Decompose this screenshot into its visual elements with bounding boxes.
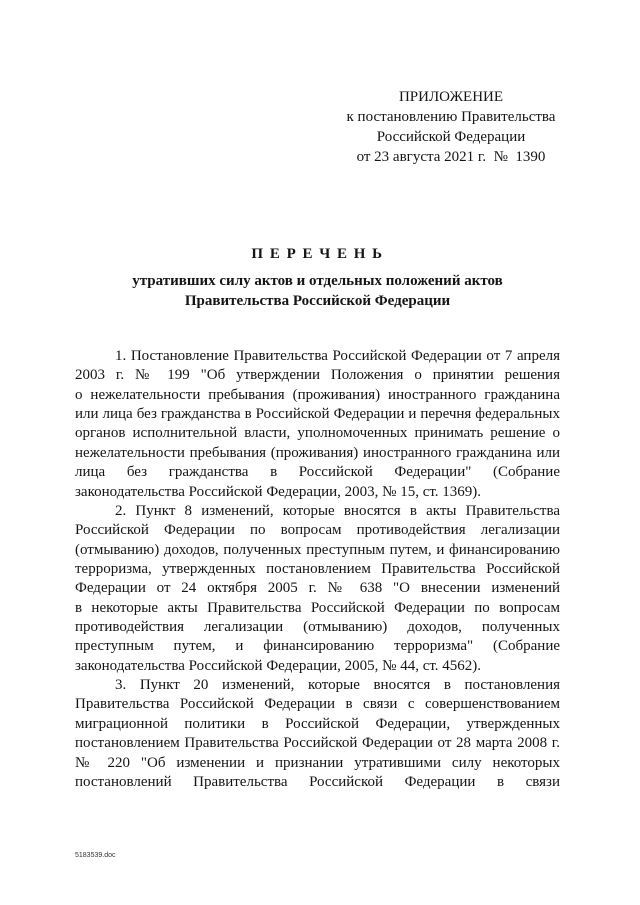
- document-body: [75, 347, 560, 792]
- paragraph-line: законодательства Российской Федерации, 2003, № 15, ст. 1369).: [75, 483, 482, 500]
- list-title: П Е Р Е Ч Е Н Ь: [251, 246, 384, 262]
- paragraph-line: преступным путем, и финансированию терроризма" (Собрание: [75, 638, 560, 655]
- list-heading: [75, 244, 560, 311]
- list-subtitle: [75, 272, 560, 311]
- paragraph-line: в некоторые акты Правительства Российской Федерации по вопросам: [75, 599, 560, 616]
- list-subtitle-line: Правительства Российской Федерации: [184, 292, 451, 309]
- paragraph-line: органов исполнительной власти, уполномоченных принимать решение о: [75, 425, 560, 442]
- paragraph-line: Федерации от 24 октября 2005 г. № 638 "О внесении изменений: [75, 580, 560, 597]
- paragraph-line: (отмыванию) доходов, полученных преступным путем, и финансированию: [75, 541, 560, 558]
- paragraph-line: 1. Постановление Правительства Российской Федерации от 7 апреля: [115, 348, 560, 364]
- paragraph-2: [75, 502, 560, 676]
- paragraph-line: противодействия легализации (отмыванию) доходов, полученных: [75, 619, 560, 636]
- appendix-line: к постановлению Правительства: [346, 109, 556, 125]
- paragraph-1: [75, 347, 560, 502]
- appendix-title: ПРИЛОЖЕНИЕ: [398, 89, 504, 105]
- paragraph-line: 2003 г. № 199 "Об утверждении Положения о принятии решения: [75, 367, 560, 384]
- appendix-date-number: от 23 августа 2021 г. № 1390: [356, 149, 546, 165]
- paragraph-line: миграционной политики в Российской Федерации, утвержденных: [75, 715, 560, 732]
- paragraph-line: № 220 "Об изменении и признании утратившими силу некоторых: [75, 754, 560, 771]
- list-subtitle-line: утративших силу актов и отдельных положений актов: [132, 273, 503, 289]
- paragraph-line: 2. Пункт 8 изменений, которые вносятся в акты Правительства: [115, 502, 560, 519]
- paragraph-line: постановлением Правительства Российской Федерации от 28 марта 2008 г.: [75, 735, 560, 752]
- paragraph-line: Российской Федерации по вопросам противодействия легализации: [75, 522, 560, 539]
- paragraph-line: или лица без гражданства в Российской Федерации и перечня федеральных: [75, 406, 560, 423]
- paragraph-line: постановлений Правительства Российской Федерации в связи: [75, 773, 560, 790]
- appendix-line: Российской Федерации: [376, 129, 526, 145]
- paragraph-line: Правительства Российской Федерации в связи с совершенствованием: [75, 696, 560, 713]
- footer-filename: 5183539.doc: [75, 852, 116, 859]
- paragraph-line: нежелательности пребывания (проживания) иностранного гражданина или: [75, 444, 560, 461]
- paragraph-line: 3. Пункт 20 изменений, которые вносятся в постановления: [115, 677, 560, 694]
- paragraph-line: лица без гражданства в Российской Федерации" (Собрание: [75, 464, 560, 481]
- paragraph-line: законодательства Российской Федерации, 2005, № 44, ст. 4562).: [75, 657, 482, 674]
- paragraph-line: терроризма, утвержденных постановлением Правительства Российской: [75, 560, 560, 577]
- appendix-header: [340, 87, 562, 167]
- paragraph-line: о нежелательности пребывания (проживания) иностранного гражданина: [75, 386, 560, 403]
- paragraph-3: [75, 676, 560, 792]
